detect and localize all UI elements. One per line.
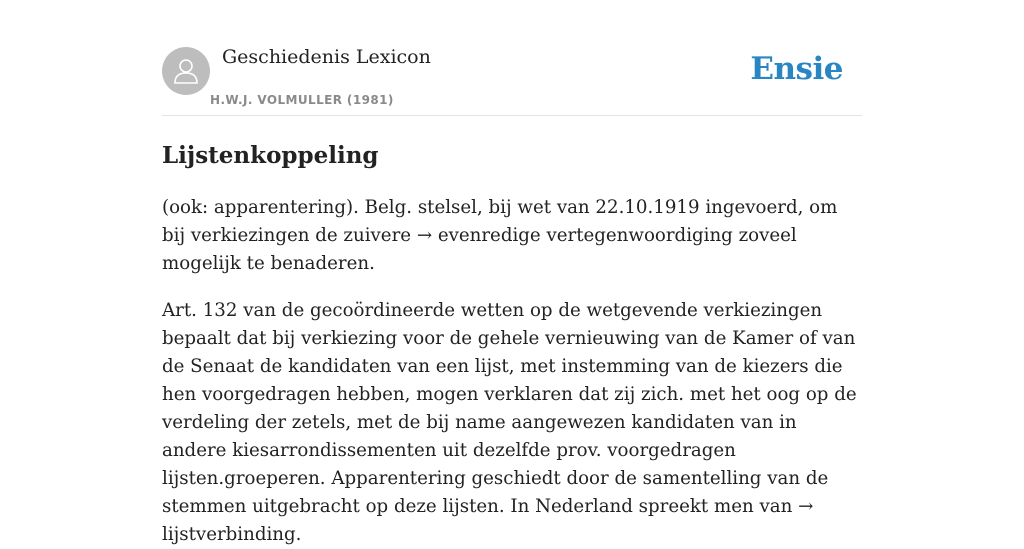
article-title: Lijstenkoppeling xyxy=(162,142,379,169)
arrow-link-icon[interactable]: → xyxy=(798,496,814,517)
article-paragraph xyxy=(162,297,862,549)
page-container xyxy=(162,0,862,549)
avatar[interactable] xyxy=(162,47,210,95)
paragraph-text: lijstverbinding. xyxy=(162,524,302,545)
user-icon xyxy=(171,56,201,86)
arrow-link-icon[interactable]: → xyxy=(416,225,433,246)
source-title[interactable]: Geschiedenis Lexicon xyxy=(222,46,431,68)
paragraph-text: evenredige vertegenwoordiging zoveel mogelijk te benaderen. xyxy=(162,225,797,274)
paragraph-text: Art. 132 van de gecoördineerde wetten op de wetgevende verkiezingen bepaalt dat bij verkiezing voor de gehele vernieuwing van de Kamer of van de Senaat de kandidaten van een lijst, met instemming van de kiezers die hen voorgedragen hebben, mogen verklaren dat zij zich. met het oog op de verdeling der zetels, met de bij name aangewezen kandidaten van in andere kiesarrondissementen uit dezelfde prov. voorgedragen lijsten.groeperen. Apparentering geschiedt door de samentelling van de stemmen uitgebracht op deze lijsten. In Nederland spreekt men van xyxy=(162,300,857,517)
brand-logo[interactable]: Ensie xyxy=(750,51,843,87)
article-paragraph xyxy=(162,194,862,278)
source-header xyxy=(162,0,862,116)
author-byline: H.W.J. VOLMULLER (1981) xyxy=(210,93,394,107)
paragraph-text: (ook: apparentering). Belg. stelsel, bij wet van 22.10.1919 ingevoerd, om bij verkiezingen de zuivere xyxy=(162,197,838,246)
